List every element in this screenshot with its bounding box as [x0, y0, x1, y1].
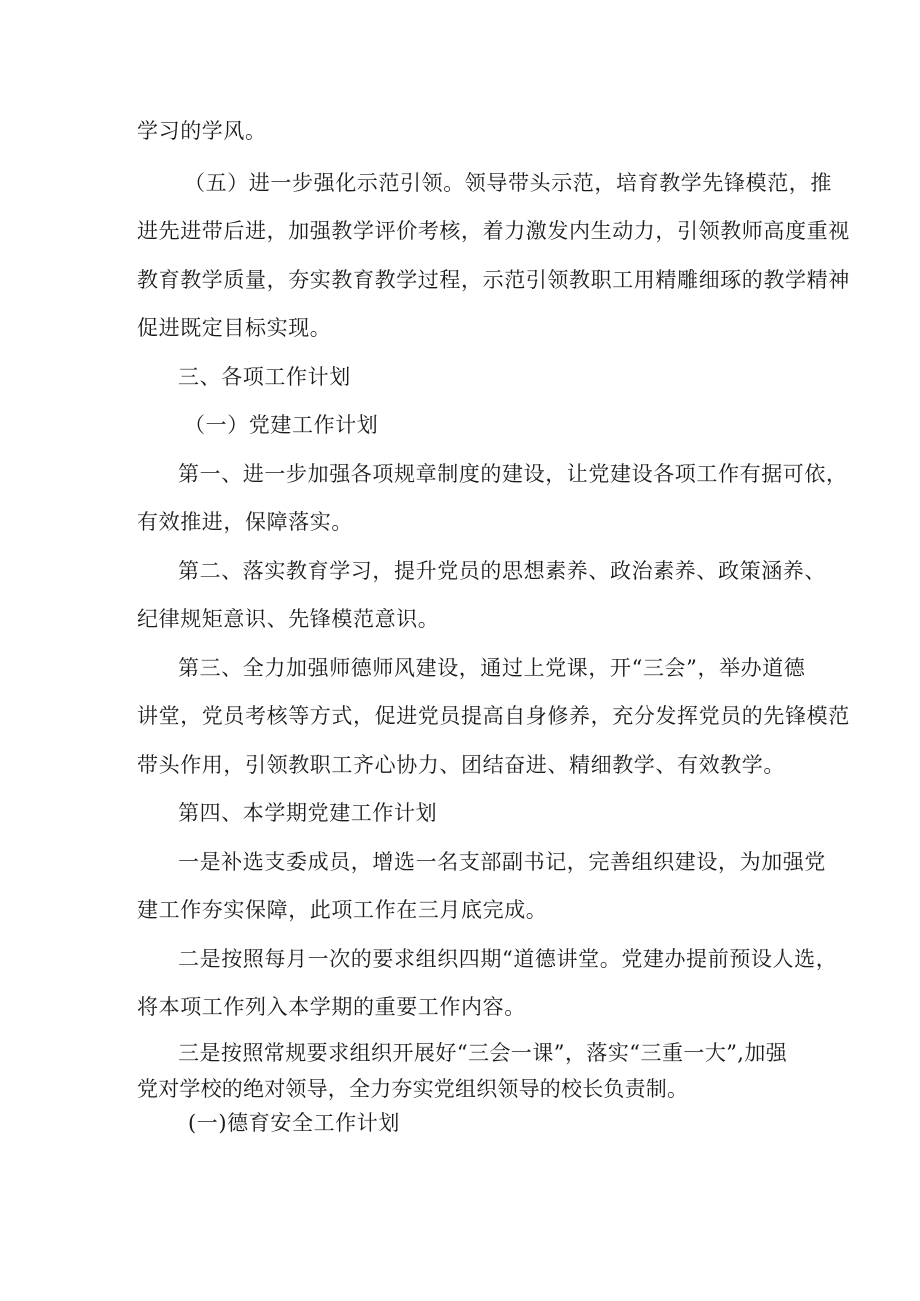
text-line: 学习的学风。 [137, 119, 267, 143]
text-line: 第四、本学期党建工作计划 [178, 801, 438, 825]
text-line: 第三、全力加强师德师风建设，通过上党课，开“三会”，举办道德 [178, 656, 806, 680]
text-line: 带头作用，引领教职工齐心协力、团结奋进、精细教学、有效教学。 [137, 753, 785, 777]
text-line: 党对学校的绝对领导，全力夯实党组织领导的校长负责制。 [137, 1077, 689, 1101]
section-heading: 三、各项工作计划 [178, 365, 351, 389]
text-line: 二是按照每月一次的要求组织四期“道德讲堂。党建办提前预设人选， [178, 947, 838, 971]
text-line: 纪律规矩意识、先锋模范意识。 [137, 607, 440, 631]
text-line: 一是补选支委成员，增选一名支部副书记，完善组织建设，为加强党 [178, 850, 826, 874]
text-line: 讲堂，党员考核等方式，促进党员提高自身修养，充分发挥党员的先锋模范 [137, 704, 850, 728]
text-line: 三是按照常规要求组织开展好“三会一课”，落实“三重一大”,加强 [178, 1041, 787, 1065]
subsection-heading: (一)德育安全工作计划 [188, 1111, 400, 1135]
text-line: 有效推进，保障落实。 [137, 510, 353, 534]
text-line: 第一、进一步加强各项规章制度的建设，让党建设各项工作有据可依， [178, 462, 848, 486]
text-line: 教育教学质量，夯实教育教学过程，示范引领教职工用精雕细琢的教学精神 [137, 268, 850, 292]
text-line: 促进既定目标实现。 [137, 316, 332, 340]
text-line: 建工作夯实保障，此项工作在三月底完成。 [137, 898, 548, 922]
text-line: 将本项工作列入本学期的重要工作内容。 [137, 995, 526, 1019]
text-line: 第二、落实教育学习，提升党员的思想素养、政治素养、政策涵养、 [178, 559, 826, 583]
subsection-heading: （一）党建工作计划 [184, 413, 379, 437]
text-line: 进先进带后进，加强教学评价考核，着力激发内生动力，引领教师高度重视 [137, 219, 850, 243]
text-line: （五）进一步强化示范引领。领导带头示范，培育教学先锋模范，推 [184, 171, 832, 195]
